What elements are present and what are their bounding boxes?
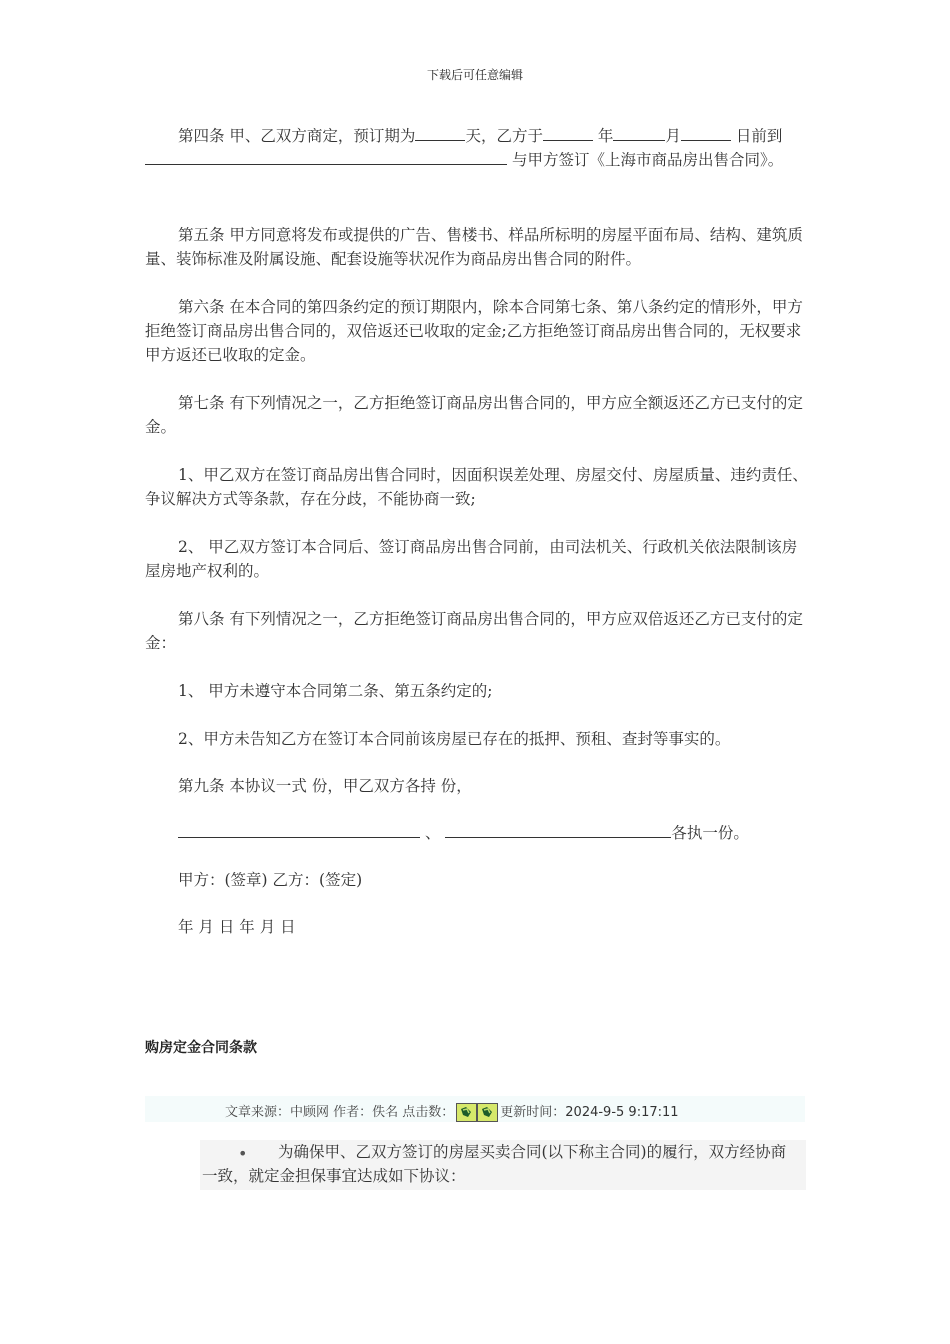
meta-source: 文章来源：中顾网 作者：佚名 点击数： (225, 1105, 455, 1120)
copies-line (178, 821, 749, 845)
party-b-copies-blank (445, 823, 671, 838)
article-9: 第九条 本协议一式 份，甲乙双方各持 份， (178, 777, 472, 795)
bullet-dot-icon: • (238, 1144, 248, 1163)
article-meta-bar (145, 1096, 805, 1122)
month-blank (613, 126, 665, 141)
counter-digit-icon (456, 1103, 477, 1122)
date-line: 年 月 日 年 月 日 (178, 918, 296, 936)
meta-updated-date: 2024-9-5 9:17:11 (565, 1105, 679, 1120)
hit-counter (456, 1103, 498, 1122)
copies-separator: 、 (424, 824, 441, 842)
copies-tail: 各执一份。 (671, 824, 749, 842)
article-8: 第八条 有下列情况之一，乙方拒绝签订商品房出售合同的，甲方应双倍返还乙方已支付的定金： (145, 610, 803, 652)
article-4 (145, 124, 810, 172)
period-blank (415, 126, 465, 141)
article-6: 第六条 在本合同的第四条约定的预订期限内，除本合同第七条、第八条约定的情形外，甲方拒绝签订商品房出售合同的，双倍返还已收取的定金;乙方拒绝签订商品房出售合同的，无权要求甲方返还已收取的定金。 (145, 298, 803, 364)
signature-line: 甲方：(签章) 乙方：(签定) (178, 871, 363, 889)
article-4-text-2: 天，乙方于 (465, 127, 543, 145)
article-4-text-4: 月 (665, 127, 681, 145)
day-blank (681, 126, 731, 141)
location-blank (145, 150, 507, 165)
article-8-item-2: 2、甲方未告知乙方在签订本合同前该房屋已存在的抵押、预租、查封等事实的。 (178, 730, 731, 748)
bullet-text: 为确保甲、乙双方签订的房屋买卖合同(以下称主合同)的履行，双方经协商一致，就定金担保事宜达成如下协议： (202, 1143, 787, 1185)
section-title: 购房定金合同条款 (145, 1040, 257, 1056)
article-8-item-1: 1、 甲方未遵守本合同第二条、第五条约定的; (178, 682, 493, 700)
counter-digit-icon (477, 1103, 498, 1122)
party-a-copies-blank (178, 823, 420, 838)
article-5: 第五条 甲方同意将发布或提供的广告、售楼书、样品所标明的房屋平面布局、结构、建筑质量、装饰标准及附属设施、配套设施等状况作为商品房出售合同的附件。 (145, 226, 803, 268)
article-meta (225, 1101, 679, 1122)
article-7: 第七条 有下列情况之一，乙方拒绝签订商品房出售合同的，甲方应全额返还乙方已支付的定金。 (145, 394, 803, 436)
article-4-text-3: 年 (597, 127, 614, 145)
article-4-text-1: 第四条 甲、乙双方商定，预订期为 (178, 127, 416, 145)
page-header: 下载后可任意编辑 (426, 68, 523, 82)
article-4-text-5: 日前到 (735, 127, 783, 145)
meta-updated-label: 更新时间： (500, 1105, 566, 1120)
article-7-item-2: 2、 甲乙双方签订本合同后、签订商品房出售合同前，由司法机关、行政机关依法限制该房屋房地产权利的。 (145, 538, 798, 580)
year-blank (543, 126, 593, 141)
article-4-text-6: 与甲方签订《上海市商品房出售合同》。 (511, 151, 784, 169)
article-7-item-1: 1、甲乙双方在签订商品房出售合同时，因面积误差处理、房屋交付、房屋质量、违约责任、争议解决方式等条款，存在分歧，不能协商一致; (145, 466, 808, 508)
bullet-item (200, 1140, 806, 1190)
